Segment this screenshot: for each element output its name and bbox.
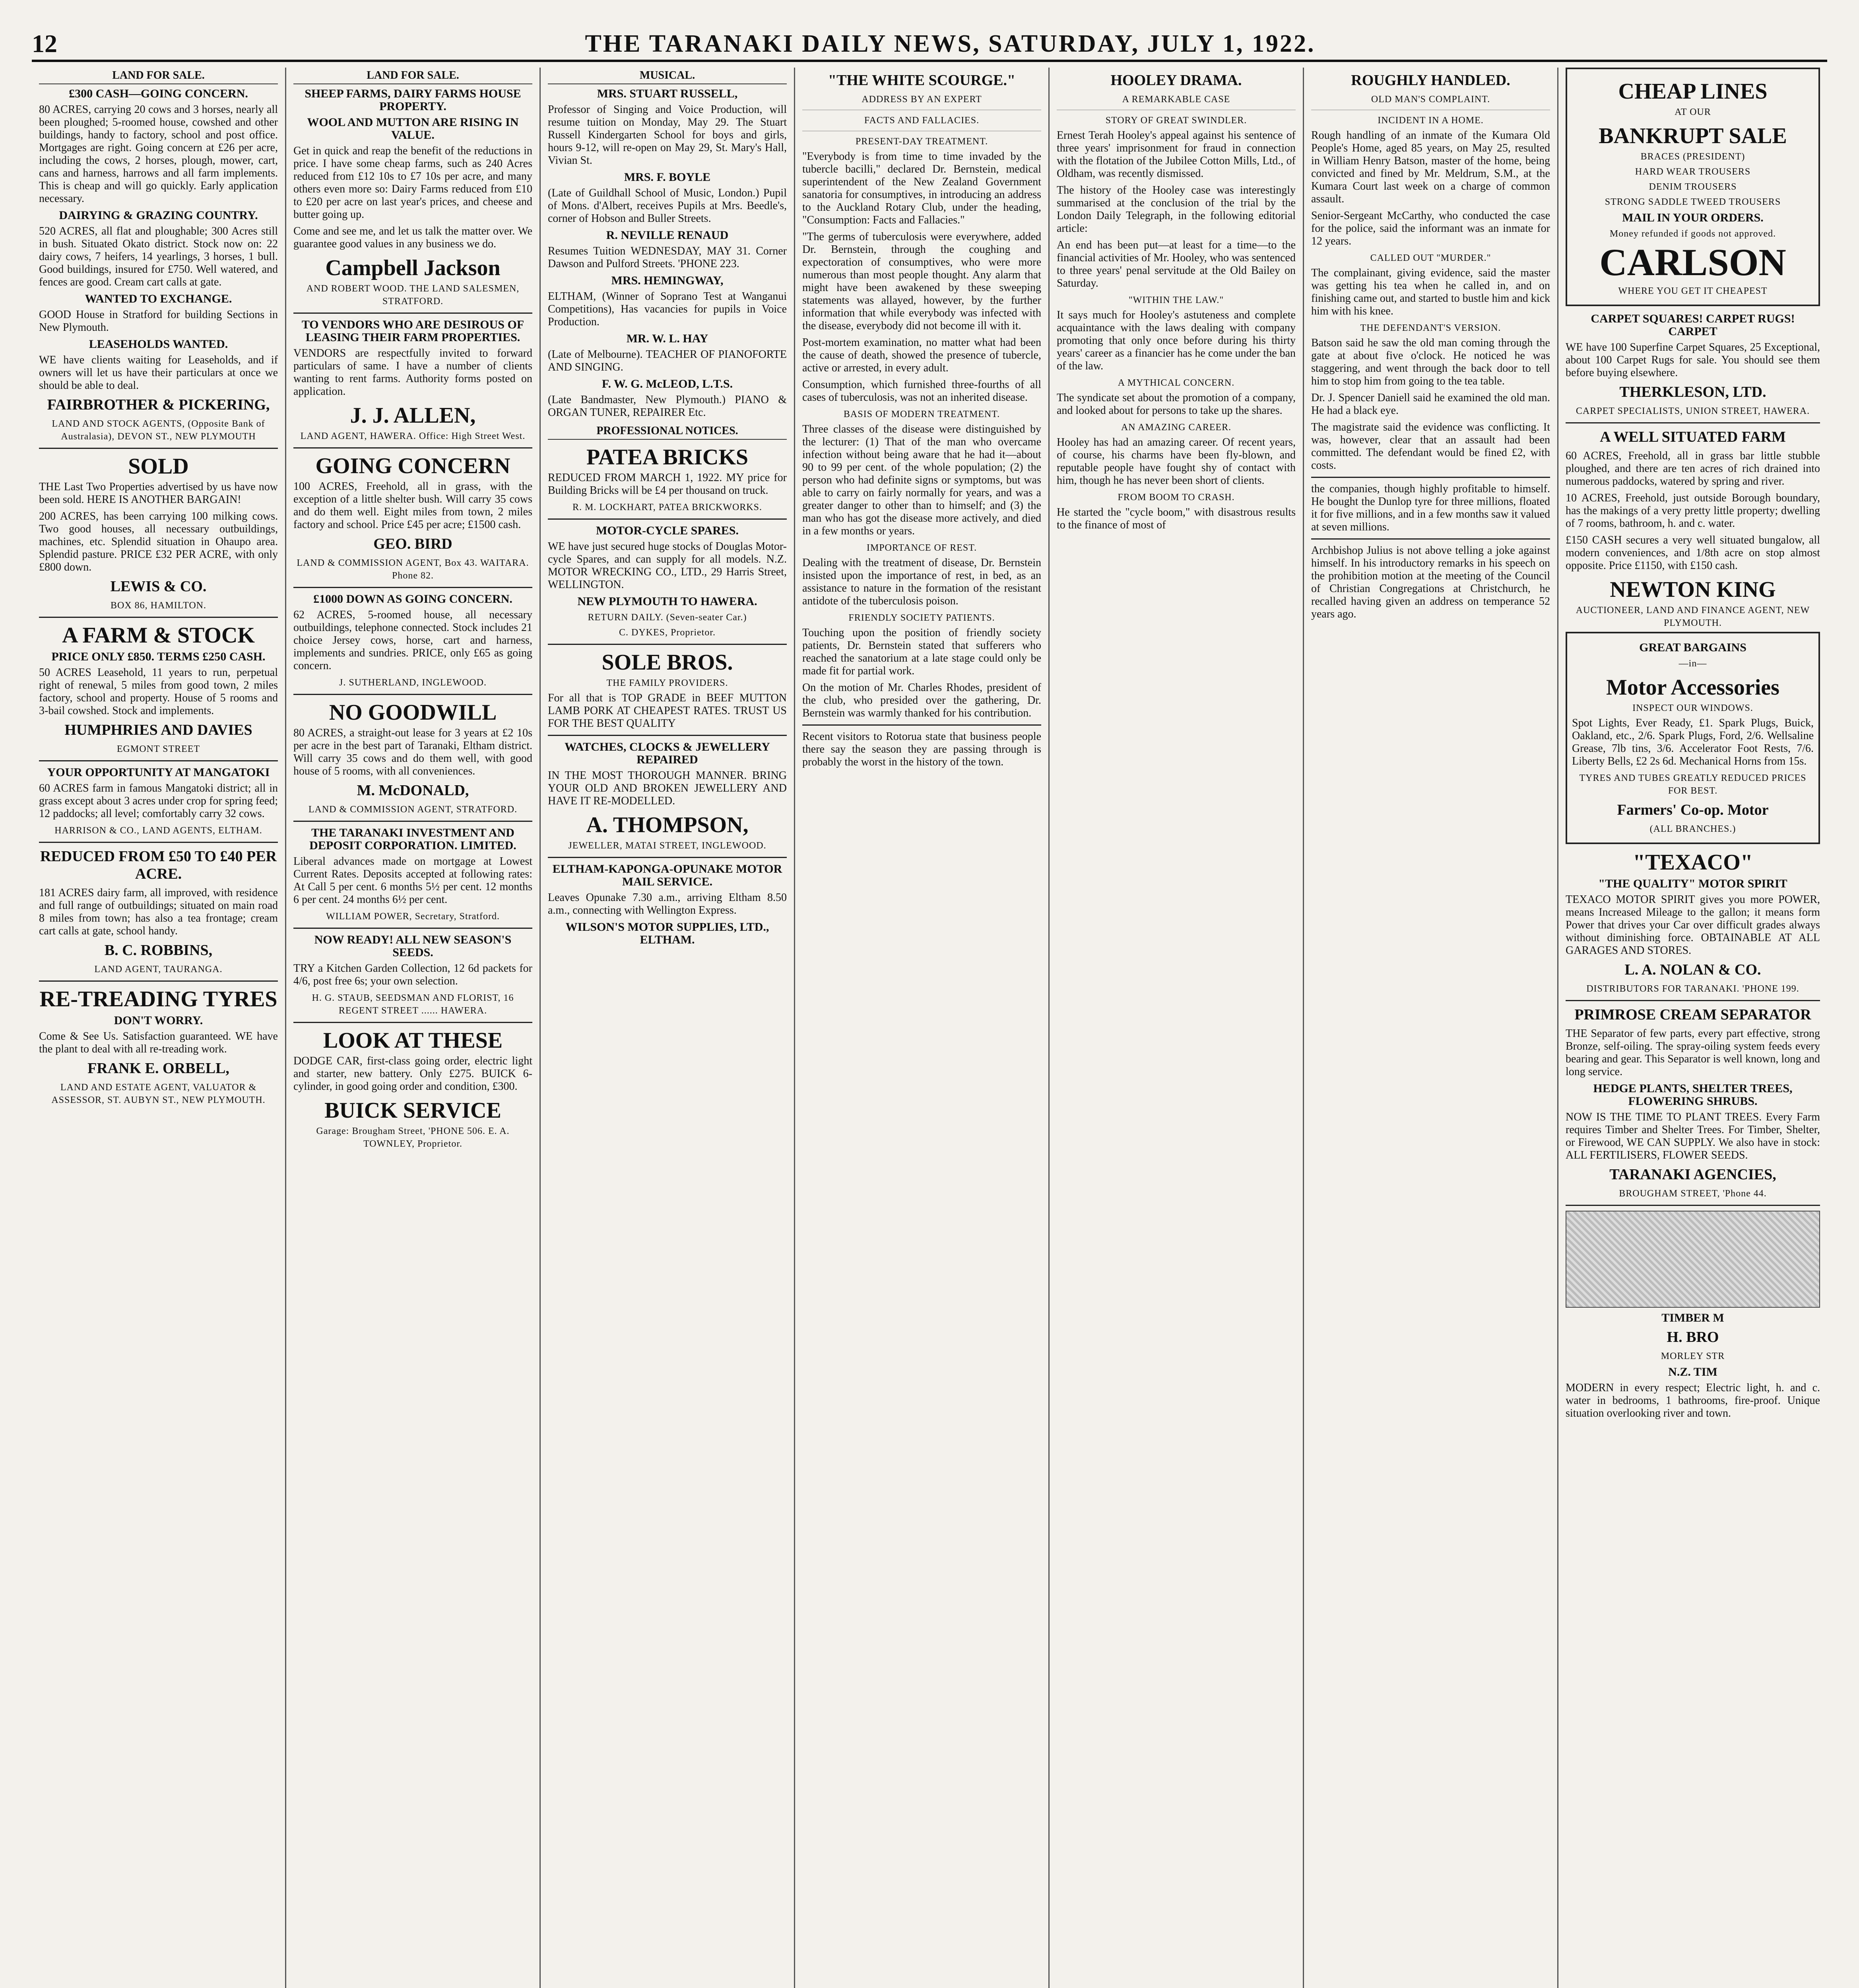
article-paragraph: Hooley has had an amazing career. Of recent years, of course, his charms have been fly-blown, and reputable people have fought shy of contact with him, though he has never been short of clients. [1057, 436, 1296, 487]
article-subhead: AN AMAZING CAREER. [1121, 422, 1232, 433]
ad-heading: BANKRUPT SALE [1599, 124, 1787, 148]
ad-text: WE have 100 Superfine Carpet Squares, 25 Exceptional, about 100 Carpet Rugs for sale. You should see them before buying elsewhere. [1566, 341, 1820, 379]
article-subhead: CALLED OUT "MURDER." [1370, 253, 1491, 263]
tyres-text: Come & See Us. Satisfaction guaranteed. WE have the plant to deal with all re-treading work. [39, 1030, 278, 1055]
firm-name: J. J. ALLEN, [350, 403, 476, 428]
ad-text: REDUCED FROM MARCH 1, 1922. MY price for Building Bricks will be £4 per thousand on truck. [548, 472, 787, 497]
ad-heading: GREAT BARGAINS [1639, 641, 1746, 654]
article-paragraph: Batson said he saw the old man coming through the gate at about five o'clock. He noticed he was staggering, and went through the back door to tell him to stop him from going to the tea table. [1311, 337, 1550, 387]
ad-text: £150 CASH secures a very well situated bungalow, all modern conveniences, and 1/8th acre on stop almost opposite. Price £1150, with £150 cash. [1566, 534, 1820, 572]
firm-name: TARANAKI AGENCIES, [1609, 1166, 1776, 1183]
article-subhead: THE DEFENDANT'S VERSION. [1360, 323, 1501, 333]
ad-sub: WHERE YOU GET IT CHEAPEST [1618, 286, 1768, 296]
ad-line: STRONG SADDLE TWEED TROUSERS [1605, 197, 1781, 207]
opportunity-heading: YOUR OPPORTUNITY AT MANGATOKI [47, 766, 270, 779]
divider [548, 735, 787, 736]
ad-sub: Money refunded if goods not approved. [1609, 229, 1776, 239]
ad-text: WE have just secured huge stocks of Douglas Motor-cycle Spares, and can supply for all models. N.Z. MOTOR WRECKING CO., LTD., 29 Harris Street, WELLINGTON. [548, 540, 787, 591]
article-paragraph: The magistrate said the evidence was conflicting. It was, however, clear that an assault had been committed. The defendant would be fined £2, with costs. [1311, 421, 1550, 472]
masthead [32, 28, 1827, 62]
column-heading: LAND FOR SALE. [293, 68, 532, 84]
firm-name: HUMPHRIES AND DAVIES [64, 722, 252, 738]
divider [39, 760, 278, 761]
brand-name: CARLSON [1599, 241, 1786, 283]
article-subhead: OLD MAN'S COMPLAINT. [1371, 94, 1490, 105]
music-notice: F. W. G. McLEOD, L.T.S. (Late Bandmaster, New Plymouth.) PIANO & ORGAN TUNER, REPAIRER Etc. [548, 377, 787, 419]
article-subhead: FROM BOOM TO CRASH. [1118, 492, 1235, 503]
carlson-ad [1566, 68, 1820, 306]
firm-name: LEWIS & CO. [110, 578, 207, 595]
firm-name: C. DYKES, Proprietor. [619, 627, 716, 638]
article-subhead: IMPORTANCE OF REST. [866, 543, 977, 553]
column-2 [286, 68, 541, 1988]
article-paragraph: It says much for Hooley's astuteness and complete acquaintance with the laws dealing with company promoting that only once before during his thirty years' career as a financier has he come under the ban of the law. [1057, 309, 1296, 372]
ad-heading: PRIMROSE CREAM SEPARATOR [1574, 1006, 1811, 1023]
ad-heading: THE TARANAKI INVESTMENT AND DEPOSIT CORPORATION. LIMITED. [309, 826, 516, 852]
ad-heading: SHEEP FARMS, DAIRY FARMS HOUSE PROPERTY. [305, 87, 521, 113]
article-paragraph: He started the "cycle boom," with disastrous results to the finance of most of [1057, 506, 1296, 531]
firm-address: LAND AND ESTATE AGENT, VALUATOR & ASSESSOR, ST. AUBYN ST., NEW PLYMOUTH. [51, 1082, 266, 1105]
ad-text: MODERN in every respect; Electric light, h. and c. water in bedrooms, 1 bathrooms, fire-proof. Unique situation overlooking river and town. [1566, 1382, 1820, 1419]
article-paragraph: the companies, though highly profitable to himself. He bought the Dunlop tyre for three millions, floated it for five millions, and in a few months saw it valued at seven millions. [1311, 483, 1550, 533]
ad-text: 60 ACRES, Freehold, all in grass bar little stubble ploughed, and there are ten acres of rich drained into numerous paddocks, watered by spring and river. [1566, 450, 1820, 487]
ad-heading: PATEA BRICKS [586, 445, 749, 470]
firm-address: AUCTIONEER, LAND AND FINANCE AGENT, NEW PLYMOUTH. [1576, 605, 1810, 628]
firm-address: MORLEY STR [1661, 1351, 1725, 1361]
columns [32, 68, 1827, 1988]
farm-price: PRICE ONLY £850. TERMS £250 CASH. [51, 650, 266, 663]
listing: £300 CASH—GOING CONCERN. 80 ACRES, carrying 20 cows and 3 horses, nearly all been ploughed; 5-roomed house, cowshed and other buildings, handy to factory, school and post office. Mortgages are right. Going concern at £26 per acre, including the cows, 2 horses, plough, mower, cart, cans and harness, harrows and all farm implements. This is cheap and will go quickly. Early application necessary. [39, 87, 278, 205]
ad-heading: SOLE BROS. [602, 650, 733, 675]
firm-address: AND ROBERT WOOD. THE LAND SALESMEN, STRATFORD. [306, 283, 520, 307]
ad-heading: WOOL AND MUTTON ARE RISING IN VALUE. [307, 116, 519, 142]
firm-name: WILLIAM POWER, Secretary, Stratford. [326, 911, 500, 922]
ad-heading: MAIL IN YOUR ORDERS. [1622, 211, 1764, 224]
ad-heading: GOING CONCERN [315, 454, 510, 478]
ad-heading: £1000 DOWN AS GOING CONCERN. [313, 592, 512, 606]
ad-text: VENDORS are respectfully invited to forward particulars of same. I have a number of clients wanting to rent farms. Authority forms posted on application. [293, 347, 532, 398]
ad-heading: BUICK SERVICE [324, 1098, 501, 1123]
column-heading: MUSICAL. [548, 68, 787, 84]
ad-sub: RETURN DAILY. (Seven-seater Car.) [588, 612, 747, 623]
firm-name: THERKLESON, LTD. [1619, 384, 1766, 400]
ad-heading: MOTOR-CYCLE SPARES. [596, 524, 739, 537]
ad-text: Spot Lights, Ever Ready, £1. Spark Plugs, Buick, Oakland, etc., 2/6. Spark Plugs, Ford, 2/6. Wellsaline Grease, 7lb tins, 3/6. Accelerator Foot Rests, 7/6. Liberty Bells, £2 2s 6d. Mechanical Horns from 15s. [1572, 717, 1814, 767]
article-subhead: ADDRESS BY AN EXPERT [862, 94, 982, 105]
divider [39, 617, 278, 618]
article-paragraph: Rough handling of an inmate of the Kumara Old People's Home, aged 85 years, on May 25, resulted in William Henry Batson, master of the home, being convicted and fined by Mr. Meldrum, S.M., at the Kumara Court last week on a charge of common assault. [1311, 129, 1550, 205]
firm-name: H. BRO [1667, 1329, 1719, 1345]
firm-name: B. C. ROBBINS, [104, 942, 213, 959]
ad-sub: —in— [1679, 658, 1707, 669]
masthead-title: THE TARANAKI DAILY NEWS, SATURDAY, JULY 1, 1922. [585, 30, 1316, 57]
article-paragraph: Three classes of the disease were distinguished by the lecturer: (1) That of the man who overcame infection without being aware that he had it—about 90 to 99 per cent. of the whole population; (2) the person who had definite signs or symptoms, but was able to carry on fairly normally for years, and was a greater danger to other than to himself; and (3) the man who has got the disease more actively, and died in a few months or years. [802, 423, 1041, 537]
divider [39, 842, 278, 843]
ad-sub: INSPECT OUR WINDOWS. [1632, 703, 1753, 713]
article-subhead: STORY OF GREAT SWINDLER. [1105, 115, 1247, 126]
ad-heading: Motor Accessories [1606, 675, 1779, 700]
article-subhead: "WITHIN THE LAW." [1128, 295, 1224, 305]
firm-address: LAND AND STOCK AGENTS, (Opposite Bank of Australasia), DEVON ST., NEW PLYMOUTH [52, 419, 265, 442]
sold-heading: SOLD [128, 454, 189, 479]
listing: WANTED TO EXCHANGE. GOOD House in Stratford for building Sections in New Plymouth. [39, 292, 278, 334]
ad-text: Liberal advances made on mortgage at Lowest Current Rates. Deposits accepted at following rates: At Call 5 per cent. 6 months 5½ per cent. 12 months 6 per cent. 24 months 6½ per cent. [293, 855, 532, 906]
firm-name: M. McDONALD, [357, 782, 469, 799]
article-subhead: INCIDENT IN A HOME. [1378, 115, 1484, 126]
article-paragraph: The syndicate set about the promotion of a company, and looked about for persons to take up the shares. [1057, 392, 1296, 417]
divider [293, 447, 532, 448]
article-subhead: FRIENDLY SOCIETY PATIENTS. [848, 613, 995, 623]
firm-address: JEWELLER, MATAI STREET, INGLEWOOD. [568, 841, 766, 851]
divider [1566, 1000, 1820, 1001]
article-subhead: PRESENT-DAY TREATMENT. [855, 136, 988, 147]
listing: DAIRYING & GRAZING COUNTRY. 520 ACRES, all flat and ploughable; 300 Acres still in bush. Situated Okato district. Stock now on: 22 dairy cows, 7 heifers, 14 yearlings, 3 horses, 1 bull. Good buildings, insured for £750. Well watered, and fences are good. Cream cart calls at gate. [39, 209, 278, 288]
ad-heading: N.Z. TIM [1668, 1365, 1717, 1378]
ad-text: Come and see me, and let us talk the matter over. We guarantee good values in any business we do. [293, 225, 532, 250]
ad-text: 100 ACRES, Freehold, all in grass, with the exception of a little shelter bush. Will carry 35 cows and do them well. Eight miles from town, 2 miles factory and school. Price £45 per acre; £1500 cash. [293, 480, 532, 531]
firm-address: CARPET SPECIALISTS, UNION STREET, HAWERA. [1576, 406, 1810, 416]
ad-heading: "TEXACO" [1633, 850, 1753, 875]
firm-address: LAND & COMMISSION AGENT, STRATFORD. [308, 804, 518, 815]
divider [1566, 1205, 1820, 1206]
divider [1566, 422, 1820, 423]
divider [1311, 538, 1550, 540]
divider [39, 980, 278, 982]
music-notice: MRS. HEMINGWAY, ELTHAM, (Winner of Soprano Test at Wanganui Competitions), Has vacancies for pupils in Voice Production. [548, 274, 787, 328]
firm-address: DISTRIBUTORS FOR TARANAKI. 'PHONE 199. [1586, 984, 1799, 994]
article-paragraph: "Everybody is from time to time invaded by the tubercle bacilli," declared Dr. Bernstein, medical superintendent of the New Zealand Government sanatoria for consumptives, in introducing an address to the Auckland Rotary Club, under the heading, "Consumption: Facts and Fallacies." [802, 150, 1041, 226]
firm-address: Garage: Brougham Street, 'PHONE 506. E. A. TOWNLEY, Proprietor. [316, 1126, 510, 1149]
firm-address: EGMONT STREET [116, 744, 200, 754]
article-paragraph: Consumption, which furnished three-fourths of all cases of tuberculosis, was not an inherited disease. [802, 379, 1041, 404]
ad-sub: TYRES AND TUBES GREATLY REDUCED PRICES FOR BEST. [1579, 773, 1807, 796]
divider [548, 644, 787, 645]
firm-name: NEWTON KING [1610, 577, 1776, 602]
firm-address: BOX 86, HAMILTON. [110, 600, 206, 611]
ad-text: 62 ACRES, 5-roomed house, all necessary outbuildings, telephone connected. Stock includes 21 choice Jersey cows, horse, cart and harness, implements and sundries. PRICE, only £65 as going concern. [293, 609, 532, 672]
firm-name: R. M. LOCKHART, PATEA BRICKWORKS. [572, 502, 762, 513]
firm-name: Farmers' Co-op. Motor [1617, 802, 1769, 818]
firm-name: GEO. BIRD [373, 536, 452, 552]
sold-item: 200 ACRES, has been carrying 100 milking cows. Two good houses, all necessary outbuildings, machines, etc. Splendid situation in Ohaupo area. Splendid pasture. PRICE £32 PER ACRE, with only £800 down. [39, 510, 278, 573]
music-notice: R. NEVILLE RENAUD Resumes Tuition WEDNESDAY, MAY 31. Corner Dawson and Pulford Streets. 'PHONE 223. [548, 229, 787, 270]
ad-heading: WATCHES, CLOCKS & JEWELLERY REPAIRED [565, 740, 770, 766]
article-subhead: A MYTHICAL CONCERN. [1118, 378, 1235, 388]
ad-sub: THE FAMILY PROVIDERS. [606, 678, 728, 688]
hotel-illustration [1566, 1211, 1820, 1308]
firm-name: A. THOMPSON, [586, 813, 749, 837]
firm-address: LAND AGENT, HAWERA. Office: High Street West. [300, 431, 526, 441]
firm-name: H. G. STAUB, SEEDSMAN AND FLORIST, 16 REGENT STREET ...... HAWERA. [312, 993, 514, 1016]
firm-name: FAIRBROTHER & PICKERING, [47, 396, 270, 413]
firm-address: LAND AGENT, TAURANGA. [94, 964, 223, 975]
ad-heading: NOW READY! ALL NEW SEASON'S SEEDS. [314, 933, 512, 959]
ad-line: BRACES (PRESIDENT) [1640, 151, 1745, 162]
article-paragraph: Recent visitors to Rotorua state that business people there say the season they are passing through is probably the worst in the history of the town. [802, 730, 1041, 768]
opportunity-text: 60 ACRES farm in famous Mangatoki district; all in grass except about 3 acres under crop for spring feed; 12 paddocks; all level; comfortably carry 32 cows. [39, 782, 278, 820]
ad-heading: CHEAP LINES [1618, 79, 1768, 104]
divider [548, 857, 787, 858]
column-3 [541, 68, 795, 1988]
firm-name: HARRISON & CO., LAND AGENTS, ELTHAM. [54, 825, 262, 836]
article-paragraph: The history of the Hooley case was interestingly summarised at the conclusion of the trial by the London Daily Telegraph, in the following editorial article: [1057, 184, 1296, 235]
firm-name: Campbell Jackson [325, 256, 501, 280]
firm-name: J. SUTHERLAND, INGLEWOOD. [339, 678, 487, 688]
farm-text: 50 ACRES Leasehold, 11 years to run, perpetual right of renewal, 5 miles from good town, 2 miles factory, school and property. House of 5 rooms and 3-bail cowshed. Stock and implements. [39, 666, 278, 717]
column-1 [32, 68, 286, 1988]
ad-heading: LOOK AT THESE [323, 1028, 503, 1053]
music-notice: MRS. STUART RUSSELL, Professor of Singing and Voice Production, will resume tuition on Monday, May 29. The Stuart Russell Kindergarten School for boys and girls, hours 9-12, will re-open on May 29, St. Mary's Hall, Vivian St. [548, 87, 787, 167]
article-paragraph: Archbishop Julius is not above telling a joke against himself. In his introductory remarks in his speech on the prohibition motion at the meeting of the Council of Christian Congregations at Christchurch, he recalled having given an address on temperance 52 years ago. [1311, 544, 1550, 620]
ad-text: IN THE MOST THOROUGH MANNER. BRING YOUR OLD AND BROKEN JEWELLERY AND HAVE IT RE-MODELLED. [548, 769, 787, 807]
ad-text: TEXACO MOTOR SPIRIT gives you more POWER, means Increased Mileage to the gallon; it means form Power that drives your Car over difficult grades always without diminishing force. OBTAINABLE AT ALL GARAGES AND STORES. [1566, 893, 1820, 957]
music-notice: MR. W. L. HAY (Late of Melbourne). TEACHER OF PIANOFORTE AND SINGING. [548, 332, 787, 373]
ad-text: Leaves Opunake 7.30 a.m., arriving Eltham 8.50 a.m., connecting with Wellington Express. [548, 891, 787, 916]
ad-text: Get in quick and reap the benefit of the reductions in price. I have some cheap farms, such as 240 Acres reduced from £12 10s to £7 10s per acre, and many others even more so: Dairy Farms reduced from £10 to £20 per acre on last year's prices, and cheese and butter going up. [293, 145, 532, 221]
article-paragraph: Touching upon the position of friendly society patients, Dr. Bernstein stated that sufferers who reached the sanatorium at a late stage could only be made fit for partial work. [802, 627, 1041, 677]
divider [802, 724, 1041, 726]
ad-text: 80 ACRES, a straight-out lease for 3 years at £2 10s per acre in the best part of Taranaki, Eltham district. Will carry 35 cows and do them well, with good house of 5 rooms, with all conveniences. [293, 727, 532, 777]
ad-sub: "THE QUALITY" MOTOR SPIRIT [1598, 877, 1787, 890]
reduced-text: 181 ACRES dairy farm, all improved, with residence and full range of outbuildings; situated on main road 8 miles from town; has also a tea frontage; cream cart calls at gate, school handy. [39, 887, 278, 937]
ad-line: DENIM TROUSERS [1649, 182, 1737, 192]
article-paragraph: Dealing with the treatment of disease, Dr. Bernstein insisted upon the importance of rest, in bed, as an assistance to nature in the formation of the resistant antidote of the tuberculosis poison. [802, 557, 1041, 607]
ad-heading: CARPET SQUARES! CARPET RUGS! CARPET [1591, 312, 1795, 338]
ad-line: HARD WEAR TROUSERS [1635, 167, 1751, 177]
sold-text: THE Last Two Properties advertised by us have now been sold. HERE IS ANOTHER BARGAIN! [39, 481, 278, 506]
ad-heading: NO GOODWILL [329, 700, 497, 725]
ad-heading: TIMBER M [1661, 1311, 1724, 1324]
divider [1311, 477, 1550, 478]
farm-heading: A FARM & STOCK [62, 623, 255, 648]
column-5 [1050, 68, 1304, 1988]
ad-sub: (ALL BRANCHES.) [1649, 824, 1736, 834]
article-paragraph: Post-mortem examination, no matter what had been the cause of death, showed the presence of tubercle, active or arrested, in every adult. [802, 336, 1041, 374]
article-paragraph: Ernest Terah Hooley's appeal against his sentence of three years' imprisonment for fraud in connection with the flotation of the Jubilee Cotton Mills, Ltd., of Oldham, was recently dismissed. [1057, 129, 1296, 180]
article-paragraph: The complainant, giving evidence, said the master was getting his tea when he called in, and on finishing came out, and started to bustle him and kick him with his knee. [1311, 267, 1550, 317]
firm-name: FRANK E. ORBELL, [87, 1060, 229, 1077]
ad-text: THE Separator of few parts, every part effective, strong Bronze, self-oiling. The spray-oiling system feeds every bearing and gear. This Separator is well known, long and long service. [1566, 1027, 1820, 1078]
ad-text: TRY a Kitchen Garden Collection, 12 6d packets for 4/6, post free 6s; your own selection. [293, 962, 532, 987]
divider [293, 587, 532, 588]
ad-sub: AT OUR [1675, 107, 1711, 117]
article-headline: ROUGHLY HANDLED. [1351, 72, 1510, 89]
ad-heading: NEW PLYMOUTH TO HAWERA. [577, 595, 757, 608]
section-heading: PROFESSIONAL NOTICES. [548, 423, 787, 440]
listing: LEASEHOLDS WANTED. WE have clients waiting for Leaseholds, and if owners will let us have their particulars at once we should be able to deal. [39, 338, 278, 392]
motor-accessories-ad [1566, 632, 1820, 844]
article-subhead: FACTS AND FALLACIES. [864, 115, 980, 126]
article-paragraph: On the motion of Mr. Charles Rhodes, president of the club, who presided over the gathering, Dr. Bernstein was warmly thanked for his contribution. [802, 681, 1041, 719]
article-headline: "THE WHITE SCOURGE." [828, 72, 1016, 89]
ad-heading: A WELL SITUATED FARM [1600, 429, 1786, 445]
divider [293, 313, 532, 314]
ad-heading: ELTHAM-KAPONGA-OPUNAKE MOTOR MAIL SERVICE. [552, 862, 782, 888]
firm-address: LAND & COMMISSION AGENT, Box 43. WAITARA. Phone 82. [297, 558, 529, 581]
music-notice: MRS. F. BOYLE (Late of Guildhall School of Music, London.) Pupil of Mons. d'Albert, receives Pupils at Mrs. Beedle's, corner of Hobson and Buller Streets. [548, 171, 787, 225]
ad-text: For all that is TOP GRADE in BEEF MUTTON LAMB PORK AT CHEAPEST RATES. TRUST US FOR THE BEST QUALITY [548, 692, 787, 730]
article-subhead: A REMARKABLE CASE [1122, 94, 1230, 105]
ad-text: NOW IS THE TIME TO PLANT TREES. Every Farm requires Timber and Shelter Trees. For Timber, Shelter, or Firewood, WE CAN SUPPLY. We also have in stock: ALL FERTILISERS, FLOWER SEEDS. [1566, 1111, 1820, 1161]
firm-name: WILSON'S MOTOR SUPPLIES, LTD., ELTHAM. [565, 920, 769, 946]
firm-name: L. A. NOLAN & CO. [1624, 961, 1761, 978]
tyres-heading: RE-TREADING TYRES [39, 987, 277, 1011]
column-7 [1558, 68, 1827, 1988]
column-heading: LAND FOR SALE. [39, 68, 278, 84]
column-4 [795, 68, 1050, 1988]
page-number: 12 [32, 29, 57, 58]
divider [293, 928, 532, 929]
ad-heading: HEDGE PLANTS, SHELTER TREES, FLOWERING SHRUBS. [1593, 1082, 1793, 1108]
ad-text: 10 ACRES, Freehold, just outside Borough boundary, has the makings of a very pretty little property; dwelling of 7 rooms, bathroom, h. and c. water. [1566, 492, 1820, 530]
article-paragraph: Dr. J. Spencer Daniell said he examined the old man. He had a black eye. [1311, 392, 1550, 417]
article-paragraph: Senior-Sergeant McCarthy, who conducted the case for the police, said the informant was an inmate for 12 years. [1311, 210, 1550, 247]
column-6 [1304, 68, 1558, 1988]
ad-text: DODGE CAR, first-class going order, electric light and starter, new battery. Only £275. BUICK 6-cylinder, in good going order and condition, £300. [293, 1055, 532, 1093]
divider [293, 694, 532, 695]
divider [39, 448, 278, 449]
divider [293, 1022, 532, 1023]
tyres-sub: DON'T WORRY. [114, 1014, 203, 1027]
firm-address: BROUGHAM STREET, 'Phone 44. [1619, 1188, 1767, 1199]
article-paragraph: An end has been put—at least for a time—to the financial activities of Mr. Hooley, who was sentenced to three years' penal servitude at the Old Bailey on Saturday. [1057, 239, 1296, 289]
article-paragraph: "The germs of tuberculosis were everywhere, added Dr. Bernstein, through the coughing and expectoration of consumptives, who were more numerous than most people thought. Any alarm that might have been awakened by these sweeping statements was allayed, however, by the further information that while everybody was infected with the disease, everybody did not become ill with it. [802, 231, 1041, 332]
divider [548, 518, 787, 520]
ad-heading: TO VENDORS WHO ARE DESIROUS OF LEASING THEIR FARM PROPERTIES. [301, 318, 524, 344]
reduced-heading: REDUCED FROM £50 TO £40 PER ACRE. [40, 848, 277, 882]
article-subhead: BASIS OF MODERN TREATMENT. [843, 409, 1000, 419]
article-headline: HOOLEY DRAMA. [1110, 72, 1242, 89]
divider [293, 821, 532, 822]
